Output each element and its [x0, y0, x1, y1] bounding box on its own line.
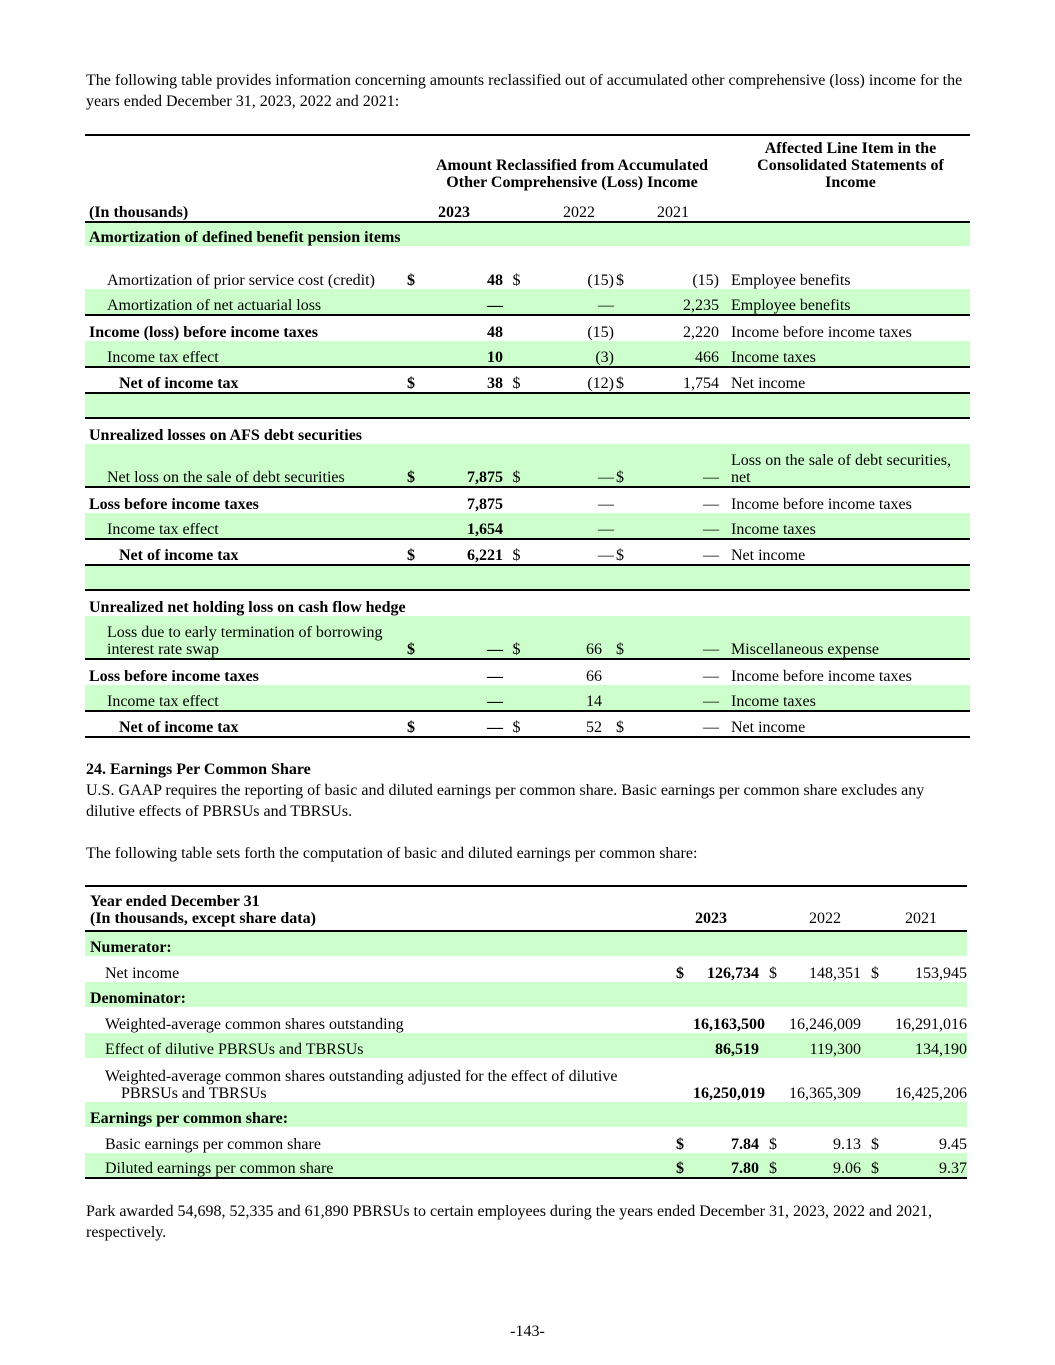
table-row: Net of income tax $ 6,221 $ — $ — Net income [85, 539, 970, 565]
table-row: Amortization of net actuarial loss — — 2,235 Employee benefits [85, 289, 970, 315]
section-title-cash-flow-hedge: Unrealized net holding loss on cash flow hedge [89, 599, 406, 616]
table-row: Loss before income taxes — 66 — Income before income taxes [89, 668, 912, 685]
table-row: Net of income tax $ — $ 52 $ — Net income [85, 711, 970, 737]
row-label: Amortization of prior service cost (credit) [107, 272, 375, 289]
eps-heading: 24. Earnings Per Common Share [86, 761, 311, 778]
table-row: Income tax effect — 14 — Income taxes [85, 685, 970, 711]
table-row: Effect of dilutive PBRSUs and TBRSUs 86,519 119,300 134,190 [85, 1033, 967, 1058]
year-header-2021: 2021 [626, 197, 719, 222]
eps-header-units: (In thousands, except share data) [90, 910, 316, 927]
eps-table [85, 885, 967, 1179]
table-row: Income tax effect 10 (3) 466 Income taxes [85, 341, 970, 367]
table-row: Basic earnings per common share $ 7.84 $ 9.13 $ 9.45 [105, 1136, 967, 1153]
section-title-afs: Unrealized losses on AFS debt securities [89, 427, 363, 444]
eps-table-intro: The following table sets forth the computation of basic and diluted earnings per common share: [86, 845, 698, 862]
table-row: Income (loss) before income taxes 48 (15) 2,220 Income before income taxes [89, 324, 912, 341]
eps-year-2022: 2022 [787, 886, 861, 931]
affected-line-item-header: Affected Line Item in the Consolidated Statements of Income [757, 140, 944, 191]
table-row: Weighted-average common shares outstanding 16,163,500 16,246,009 16,291,016 [105, 1016, 967, 1033]
table-row: Loss before income taxes 7,875 — — Income before income taxes [89, 496, 912, 513]
table-row: Net loss on the sale of debt securities $ 7,875 $ — $ — Loss on the sale of debt securities, net [85, 444, 970, 487]
year-header-2023: 2023 [422, 197, 503, 222]
intro-paragraph: The following table provides information concerning amounts reclassified out of accumulated other comprehensive (loss) income for the years ended December 31, 2023, 2022 and 2021: [86, 72, 963, 110]
table-row: Net of income tax $ 38 $ (12) $ 1,754 Net income [85, 367, 970, 393]
page-number: -143- [510, 1323, 545, 1340]
eps-label: Earnings per common share: [90, 1110, 289, 1127]
table-row: Income tax effect 1,654 — — Income taxes [85, 513, 970, 539]
aoci-reclassification-table [85, 134, 970, 738]
units-label: (In thousands) [85, 197, 400, 222]
eps-paragraph: U.S. GAAP requires the reporting of basic and diluted earnings per common share. Basic earnings per common share excludes any dilutive effects of PBRSUs and TBRSUs. [86, 782, 925, 820]
table-row: Loss due to early termination of borrowing interest rate swap $ — $ 66 $ — Miscellaneous expense [85, 616, 970, 659]
table-row: Weighted-average common shares outstanding adjusted for the effect of dilutive PBRSUs and TBRSUs 16,250,019 16,365,309 16,425,206 [105, 1068, 967, 1102]
closing-paragraph: Park awarded 54,698, 52,335 and 61,890 PBRSUs to certain employees during the years ended December 31, 2023, 2022 and 2021, respectively. [86, 1203, 933, 1241]
table-row: Diluted earnings per common share $ 7.80 $ 9.06 $ 9.37 [85, 1153, 967, 1178]
year-header-2022: 2022 [530, 197, 614, 222]
denominator-label: Denominator: [90, 990, 186, 1007]
eps-year-2023: 2023 [693, 886, 759, 931]
numerator-label: Numerator: [90, 939, 172, 956]
eps-header-year: Year ended December 31 [90, 893, 260, 910]
table-row: Amortization of prior service cost (credit) $ 48 $ (15) $ (15) Employee benefits [85, 246, 970, 289]
section-title-pension: Amortization of defined benefit pension items [89, 229, 401, 246]
table-row: Net income $ 126,734 $ 148,351 $ 153,945 [105, 965, 967, 982]
amount-reclassified-header: Amount Reclassified from Accumulated Other Comprehensive (Loss) Income [435, 157, 709, 191]
eps-year-2021: 2021 [889, 886, 967, 931]
